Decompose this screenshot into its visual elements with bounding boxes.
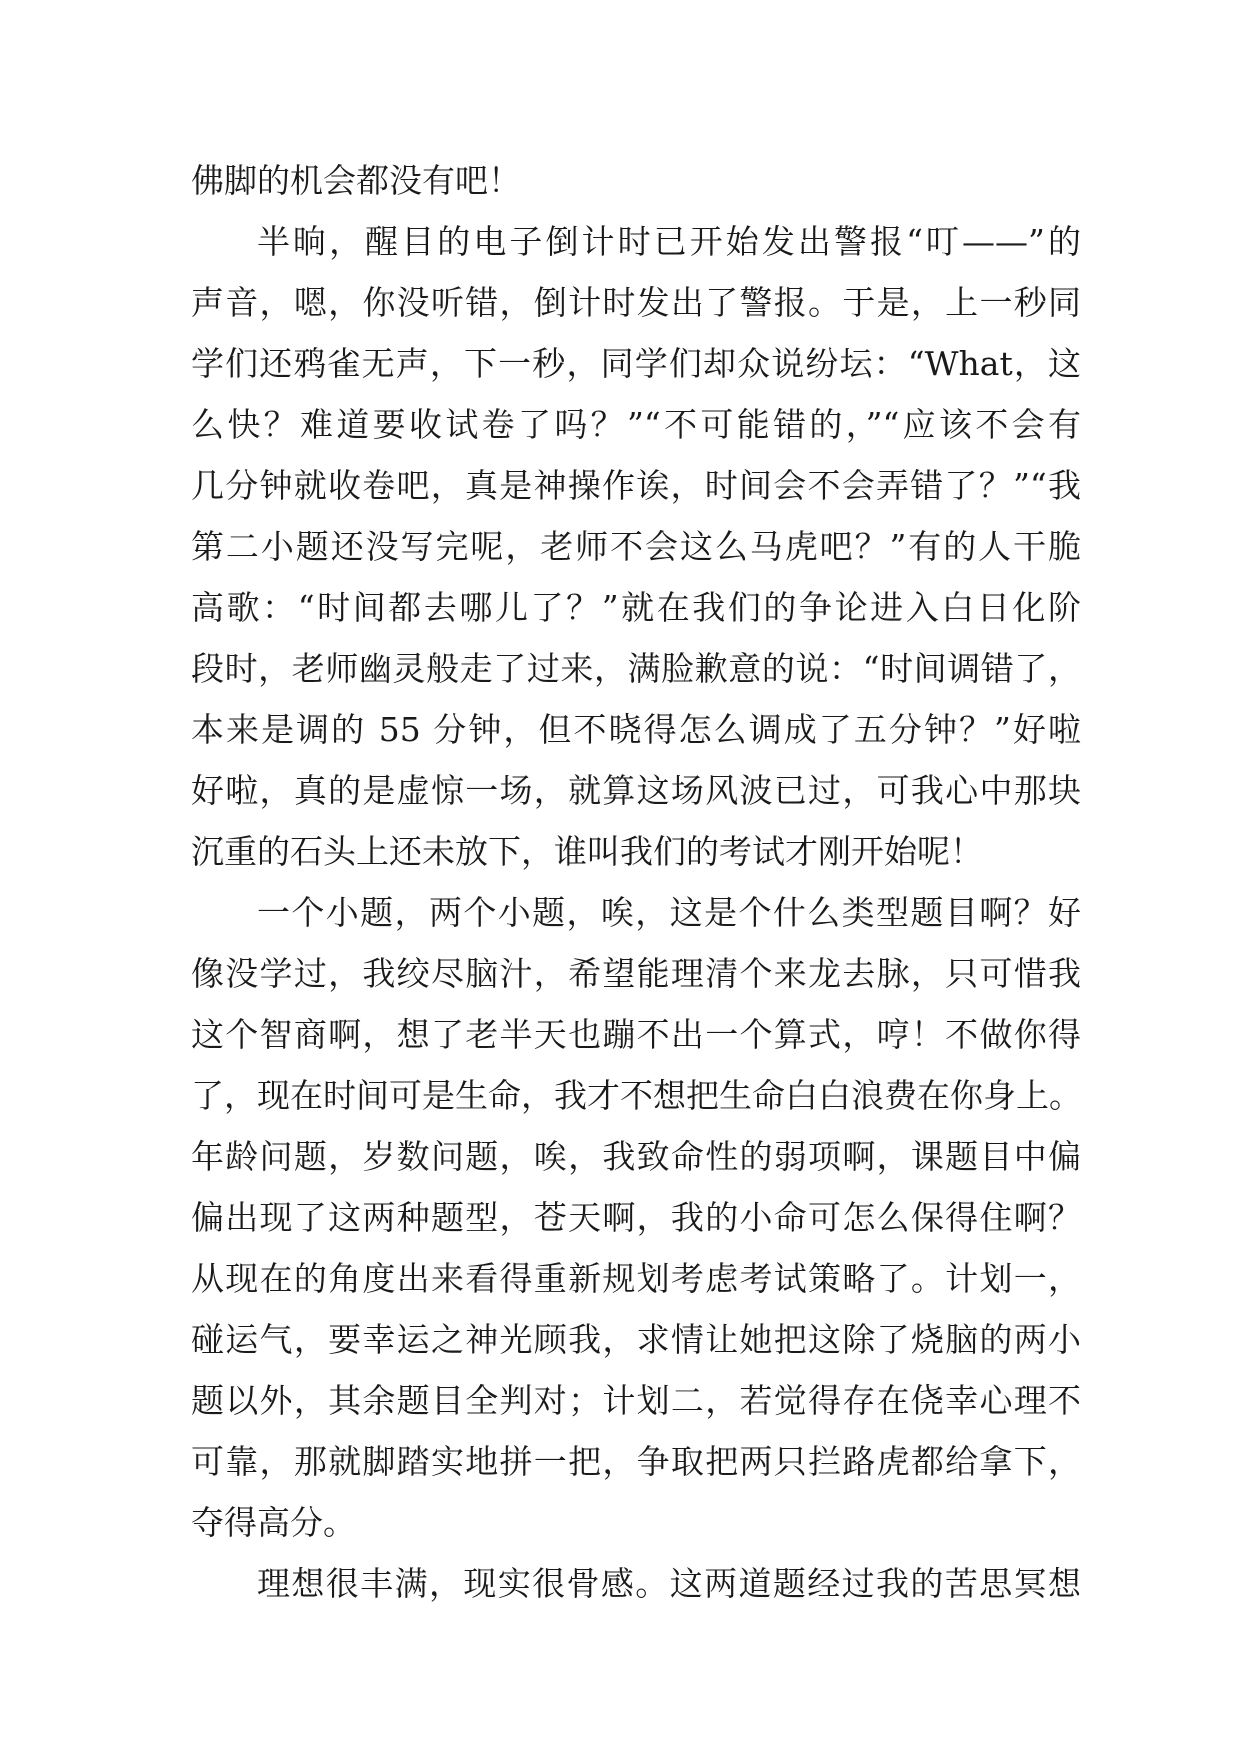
essay-body bbox=[191, 150, 1081, 1614]
text-line: 本来是调的 55 分钟，但不晓得怎么调成了五分钟？”好啦 bbox=[191, 710, 1081, 749]
text-line: 好啦，真的是虚惊一场，就算这场风波已过，可我心中那块 bbox=[191, 771, 1081, 810]
text-line: 么快？难道要收试卷了吗？”“不可能错的，”“应该不会有 bbox=[191, 405, 1081, 444]
paragraph-start-line: 理想很丰满，现实很骨感。这两道题经过我的苦思冥想 bbox=[257, 1564, 1081, 1603]
text-line: 夺得高分。 bbox=[191, 1503, 356, 1542]
text-line: 段时，老师幽灵般走了过来，满脸歉意的说：“时间调错了， bbox=[191, 649, 1081, 688]
text-line: 声音，嗯，你没听错，倒计时发出了警报。于是，上一秒同 bbox=[191, 283, 1081, 322]
text-line: 偏出现了这两种题型，苍天啊，我的小命可怎么保得住啊？ bbox=[191, 1198, 1081, 1237]
text-line: 第二小题还没写完呢，老师不会这么马虎吧？”有的人干脆 bbox=[191, 527, 1081, 566]
text-line: 题以外，其余题目全判对；计划二，若觉得存在侥幸心理不 bbox=[191, 1381, 1081, 1420]
text-line: 几分钟就收卷吧，真是神操作诶，时间会不会弄错了？”“我 bbox=[191, 466, 1081, 505]
text-line: 了，现在时间可是生命，我才不想把生命白白浪费在你身上。 bbox=[191, 1076, 1082, 1115]
text-line: 年龄问题，岁数问题，唉，我致命性的弱项啊，课题目中偏 bbox=[191, 1137, 1081, 1176]
text-line: 碰运气，要幸运之神光顾我，求情让她把这除了烧脑的两小 bbox=[191, 1320, 1081, 1359]
text-line: 学们还鸦雀无声，下一秒，同学们却众说纷坛：“What，这 bbox=[191, 344, 1081, 383]
text-line: 这个智商啊，想了老半天也蹦不出一个算式，哼！不做你得 bbox=[191, 1015, 1081, 1054]
paragraph-start-line: 一个小题，两个小题，唉，这是个什么类型题目啊？好 bbox=[257, 893, 1081, 932]
text-line: 佛脚的机会都没有吧！ bbox=[191, 161, 521, 200]
text-line: 像没学过，我绞尽脑汁，希望能理清个来龙去脉，只可惜我 bbox=[191, 954, 1081, 993]
text-line: 沉重的石头上还未放下，谁叫我们的考试才刚开始呢！ bbox=[191, 832, 983, 871]
text-line: 高歌：“时间都去哪儿了？”就在我们的争论进入白日化阶 bbox=[191, 588, 1081, 627]
paragraph-start-line: 半晌，醒目的电子倒计时已开始发出警报“叮——”的 bbox=[257, 222, 1081, 261]
text-line: 从现在的角度出来看得重新规划考虑考试策略了。计划一， bbox=[191, 1259, 1081, 1298]
text-line: 可靠，那就脚踏实地拼一把，争取把两只拦路虎都给拿下， bbox=[191, 1442, 1081, 1481]
